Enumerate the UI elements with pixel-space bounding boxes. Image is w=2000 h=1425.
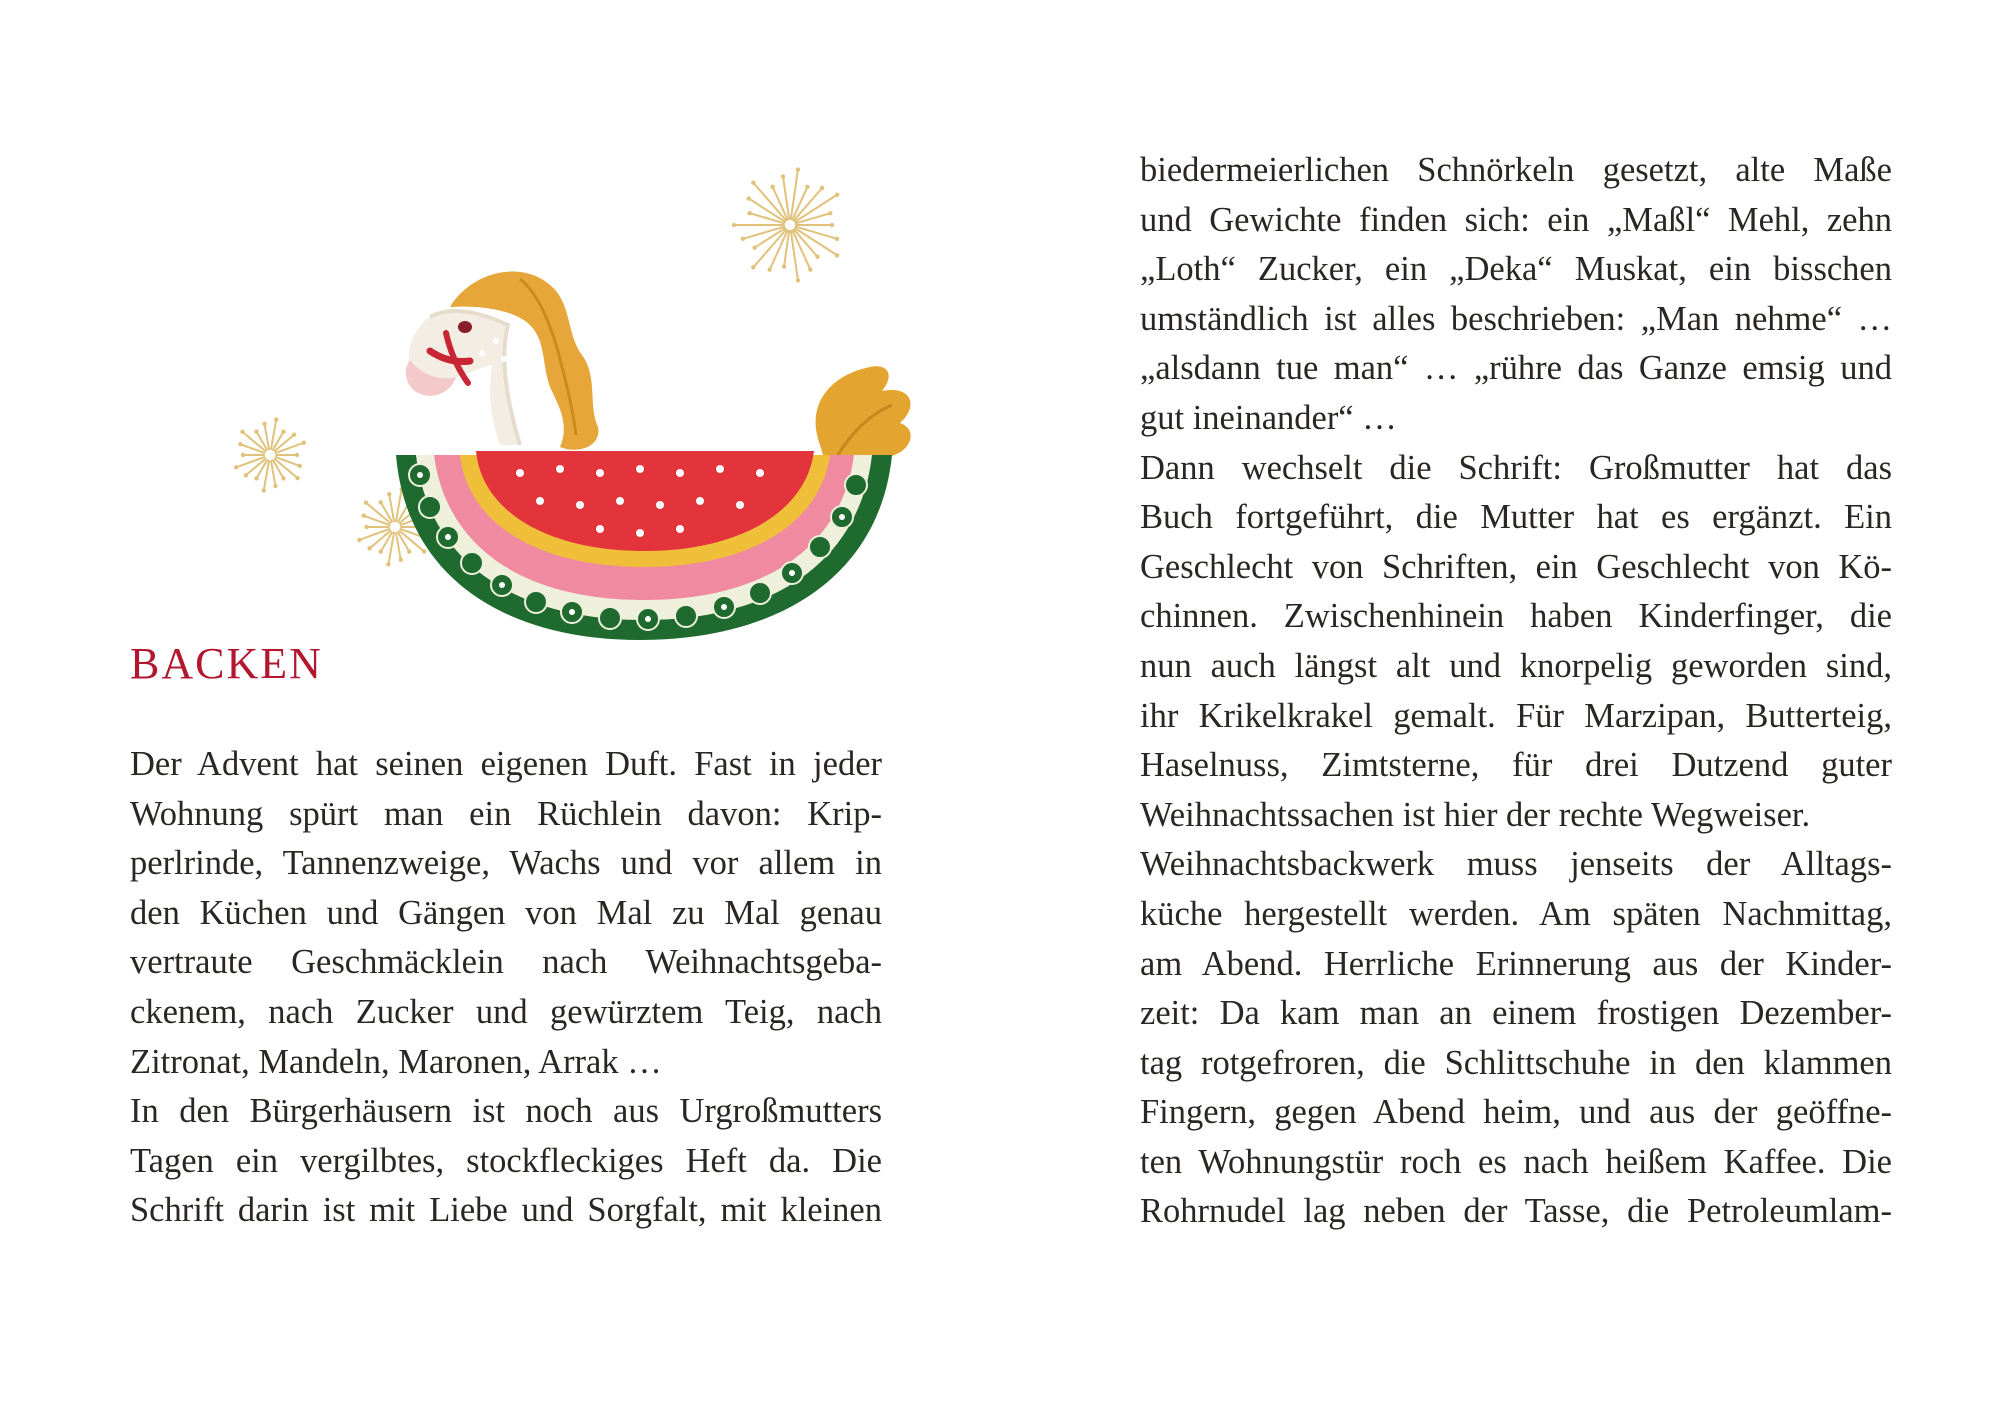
right-page: [1000, 0, 2000, 1425]
text-line: Geschlecht von Schriften, ein Geschlecht von Kö-: [1140, 547, 1892, 586]
rocking-horse-illustration: [220, 155, 920, 665]
paragraph: [130, 740, 882, 1087]
text-line: perlrinde, Tannenzweige, Wachs und vor allem in: [130, 844, 882, 883]
text-line: Buch fortgeführt, die Mutter hat es ergänzt. Ein: [1140, 498, 1892, 537]
text-line: „Loth“ Zucker, ein „Deka“ Muskat, ein bisschen: [1140, 250, 1892, 289]
text-line: In den Bürgerhäusern ist noch aus Urgroßmutters: [130, 1092, 882, 1131]
text-line: am Abend. Herrliche Erinnerung aus der Kinder-: [1140, 944, 1892, 983]
paragraph: [130, 1087, 882, 1236]
text-line: umständlich ist alles beschrieben: „Man nehme“ …: [1140, 299, 1892, 338]
paragraph: [1140, 146, 1892, 444]
sparkle-icon: [234, 417, 306, 492]
text-line: Weihnachtsbackwerk muss jenseits der Alltags-: [1140, 845, 1892, 884]
text-line: tag rotgefroren, die Schlittschuhe in den klammen: [1140, 1043, 1892, 1082]
right-text-column: [1140, 146, 1892, 1237]
paragraph: [1140, 444, 1892, 841]
text-line: biedermeierlichen Schnörkeln gesetzt, alte Maße: [1140, 151, 1892, 189]
text-line: Haselnuss, Zimtsterne, für drei Dutzend guter: [1140, 746, 1892, 785]
text-line: „alsdann tue man“ … „rühre das Ganze emsig und: [1140, 349, 1892, 388]
text-line: Dann wechselt die Schrift: Großmutter hat das: [1140, 448, 1892, 487]
rocking-horse-icon: [396, 272, 911, 640]
left-text-column: [130, 740, 882, 1236]
text-line: ihr Krikelkrakel gemalt. Für Marzipan, Butterteig,: [1140, 696, 1892, 735]
text-line: den Küchen und Gängen von Mal zu Mal genau: [130, 893, 882, 932]
text-line: ckenem, nach Zucker und gewürztem Teig, nach: [130, 992, 882, 1031]
text-line: Der Advent hat seinen eigenen Duft. Fast in jeder: [130, 745, 882, 783]
text-line: Fingern, gegen Abend heim, und aus der geöffne-: [1140, 1093, 1892, 1132]
text-line: nun auch längst alt und knorpelig geworden sind,: [1140, 646, 1892, 685]
text-line: vertraute Geschmäcklein nach Weihnachtsgeba-: [130, 943, 882, 982]
text-line: chinnen. Zwischenhinein haben Kinderfinger, die: [1140, 597, 1892, 636]
text-line: Zitronat, Mandeln, Maronen, Arrak …: [130, 1042, 662, 1081]
text-line: Weihnachtssachen ist hier der rechte Wegweiser.: [1140, 795, 1811, 834]
section-heading: BACKEN: [130, 639, 323, 688]
text-line: Tagen ein vergilbtes, stockfleckiges Heft da. Die: [130, 1141, 882, 1180]
text-line: Rohrnudel lag neben der Tasse, die Petroleumlam-: [1140, 1192, 1892, 1231]
paragraph: [1140, 840, 1892, 1237]
text-line: Wohnung spürt man ein Rüchlein davon: Krip-: [130, 794, 882, 833]
sparkle-icon: [732, 167, 840, 282]
text-line: und Gewichte finden sich: ein „Maßl“ Mehl, zehn: [1140, 200, 1892, 239]
text-line: ten Wohnungstür roch es nach heißem Kaffee. Die: [1140, 1142, 1892, 1181]
text-line: küche hergestellt werden. Am späten Nachmittag,: [1140, 894, 1892, 933]
text-line: zeit: Da kam man an einem frostigen Dezember-: [1140, 994, 1892, 1033]
text-line: Schrift darin ist mit Liebe und Sorgfalt, mit kleinen: [130, 1191, 882, 1230]
text-line: gut ineinander“ …: [1140, 398, 1397, 437]
